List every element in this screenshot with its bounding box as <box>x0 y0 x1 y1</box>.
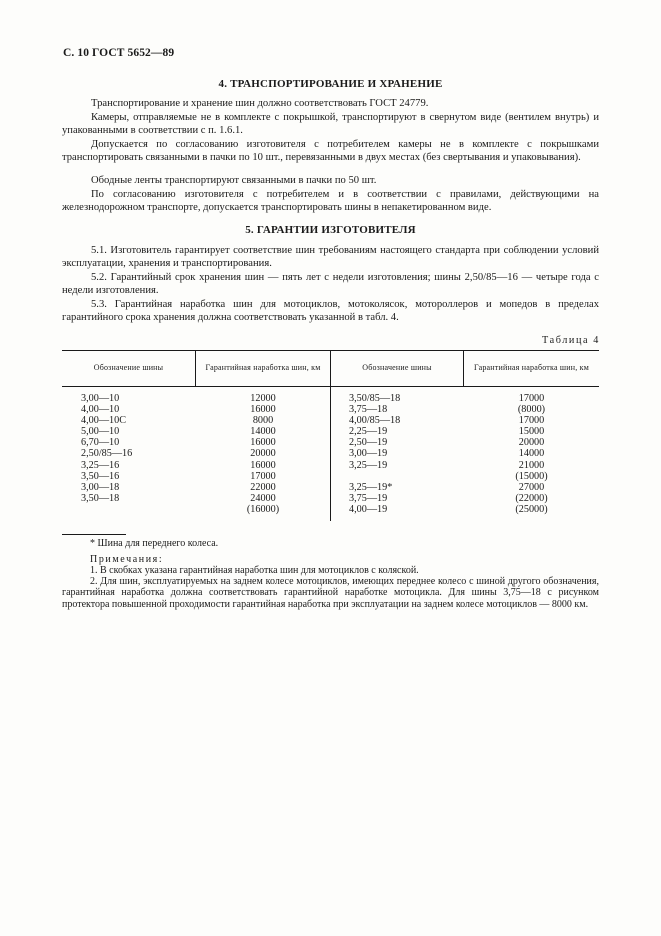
table-cell: 4,00—10С <box>81 415 126 427</box>
table-cell: 21000 <box>518 459 545 471</box>
section-4-paragraph: Камеры, отправляемые не в комплекте с покрышкой, транспортируют в свернутом виде (вентилем внутрь) и упакованными в соответствии с п. 1.6.1. <box>62 112 599 137</box>
section-5-paragraph: 5.1. Изготовитель гарантирует соответствие шин требованиям настоящего стандарта при соблюдении условий эксплуатации, хранения и транспортирования. <box>62 245 599 270</box>
table-cell: 4,00/85—18 <box>349 415 401 427</box>
table-cell: (25000) <box>515 503 548 515</box>
table-cell: 20000 <box>250 448 276 460</box>
table-cell: 3,25—19 <box>349 459 388 471</box>
table-cell: 16000 <box>250 437 276 449</box>
table-header-cell: Гарантийная наработка шин, км <box>205 363 321 372</box>
table-header-cell: Гарантийная наработка шин, км <box>473 363 589 372</box>
table-cell: 3,00—18 <box>81 481 120 493</box>
section-4-paragraph: По согласованию изготовителя с потребителем и в соответствии с правилами, действующими на железнодорожном транспорте, допускается транспортировать шины в непакетированном виде. <box>62 189 599 214</box>
note-item: 2. Для шин, эксплуатируемых на заднем колесе мотоциклов, имеющих переднее колесо с шиной другого обозначения, гарантийная наработка должна соответствовать гарантийной наработке мотоцикла. Для шины 3,75—18 с рисунком протектора повышенной проходимости гарантийная наработка при эксплуатации на заднем колесе мотоциклов — 8000 км. <box>62 576 599 610</box>
table-column-warranty-mileage <box>464 393 599 515</box>
notes-heading: Примечания: <box>90 554 164 565</box>
table-cell: 16000 <box>250 404 276 416</box>
table-header-cell: Обозначение шины <box>93 363 164 372</box>
warranty-table <box>62 350 599 521</box>
table-cell: 3,75—18 <box>349 404 388 416</box>
section-5-paragraph: 5.3. Гарантийная наработка шин для мотоциклов, мотоколясок, мотороллеров и мопедов в пределах гарантийного срока хранения должна соответствовать указанной в табл. 4. <box>62 299 599 324</box>
table-column-warranty-mileage <box>196 393 330 515</box>
table-cell: 8000 <box>252 415 274 427</box>
table-cell: (15000) <box>515 470 548 482</box>
table-cell: 3,50—16 <box>81 470 120 482</box>
table-cell: 3,00—19 <box>349 448 388 460</box>
table-cell: 17000 <box>518 415 545 427</box>
table-cell: 6,70—10 <box>81 437 120 449</box>
footnote-rule <box>62 534 126 535</box>
table-cell: 4,00—19 <box>349 503 388 515</box>
section-4-paragraph: Ободные ленты транспортируют связанными в пачки по 50 шт. <box>91 175 377 186</box>
table-cell: 3,25—19* <box>349 481 393 493</box>
section-4-paragraph: Транспортирование и хранение шин должно соответствовать ГОСТ 24779. <box>91 98 429 109</box>
note-item: 1. В скобках указана гарантийная наработка шин для мотоциклов с коляской. <box>90 565 419 576</box>
footnote: * Шина для переднего колеса. <box>90 538 219 549</box>
running-head: С. 10 ГОСТ 5652—89 <box>63 47 175 59</box>
table-cell <box>349 471 459 482</box>
section-4-title: 4. ТРАНСПОРТИРОВАНИЕ И ХРАНЕНИЕ <box>218 78 443 90</box>
table-cell: 15000 <box>518 426 545 438</box>
table-cell: 14000 <box>518 448 545 460</box>
table-cell: 2,50/85—16 <box>81 448 133 460</box>
table-column-tire-designation <box>81 393 191 504</box>
table-cell: 3,00—10 <box>81 393 120 404</box>
section-4-paragraph: Допускается по согласованию изготовителя с потребителем камеры не в комплекте с покрышками транспортировать связанными в пачки по 10 шт., перевязанными в двух местах (без свертывания и упаковывания). <box>62 139 599 164</box>
table-cell: 3,50/85—18 <box>349 393 401 404</box>
table-cell: 17000 <box>250 470 276 482</box>
table-cell: 3,75—19 <box>349 492 388 504</box>
section-5-paragraph: 5.2. Гарантийный срок хранения шин — пять лет с недели изготовления; шины 2,50/85—16 — четыре года с недели изготовления. <box>62 272 599 297</box>
table-cell: 22000 <box>250 481 276 493</box>
table-cell: 2,25—19 <box>349 426 388 438</box>
table-cell: 12000 <box>250 393 276 404</box>
table-cell: 16000 <box>250 459 276 471</box>
table-header-cell: Обозначение шины <box>362 363 432 372</box>
table-cell: 4,00—10 <box>81 404 120 416</box>
table-cell: 3,50—18 <box>81 492 120 504</box>
table-cell: 27000 <box>518 481 545 493</box>
table-cell: (8000) <box>517 404 546 416</box>
table-caption: Таблица 4 <box>542 335 600 346</box>
table-column-tire-designation <box>349 393 459 515</box>
table-cell: 17000 <box>518 393 545 404</box>
table-cell: 20000 <box>518 437 545 449</box>
table-cell: 5,00—10 <box>81 426 120 438</box>
section-5-title: 5. ГАРАНТИИ ИЗГОТОВИТЕЛЯ <box>245 224 416 236</box>
table-cell: 3,25—16 <box>81 459 120 471</box>
table-cell: (22000) <box>515 492 548 504</box>
table-cell: 24000 <box>250 492 276 504</box>
table-cell: 14000 <box>250 426 276 438</box>
table-cell: 2,50—19 <box>349 437 388 449</box>
table-cell: (16000) <box>246 503 280 515</box>
